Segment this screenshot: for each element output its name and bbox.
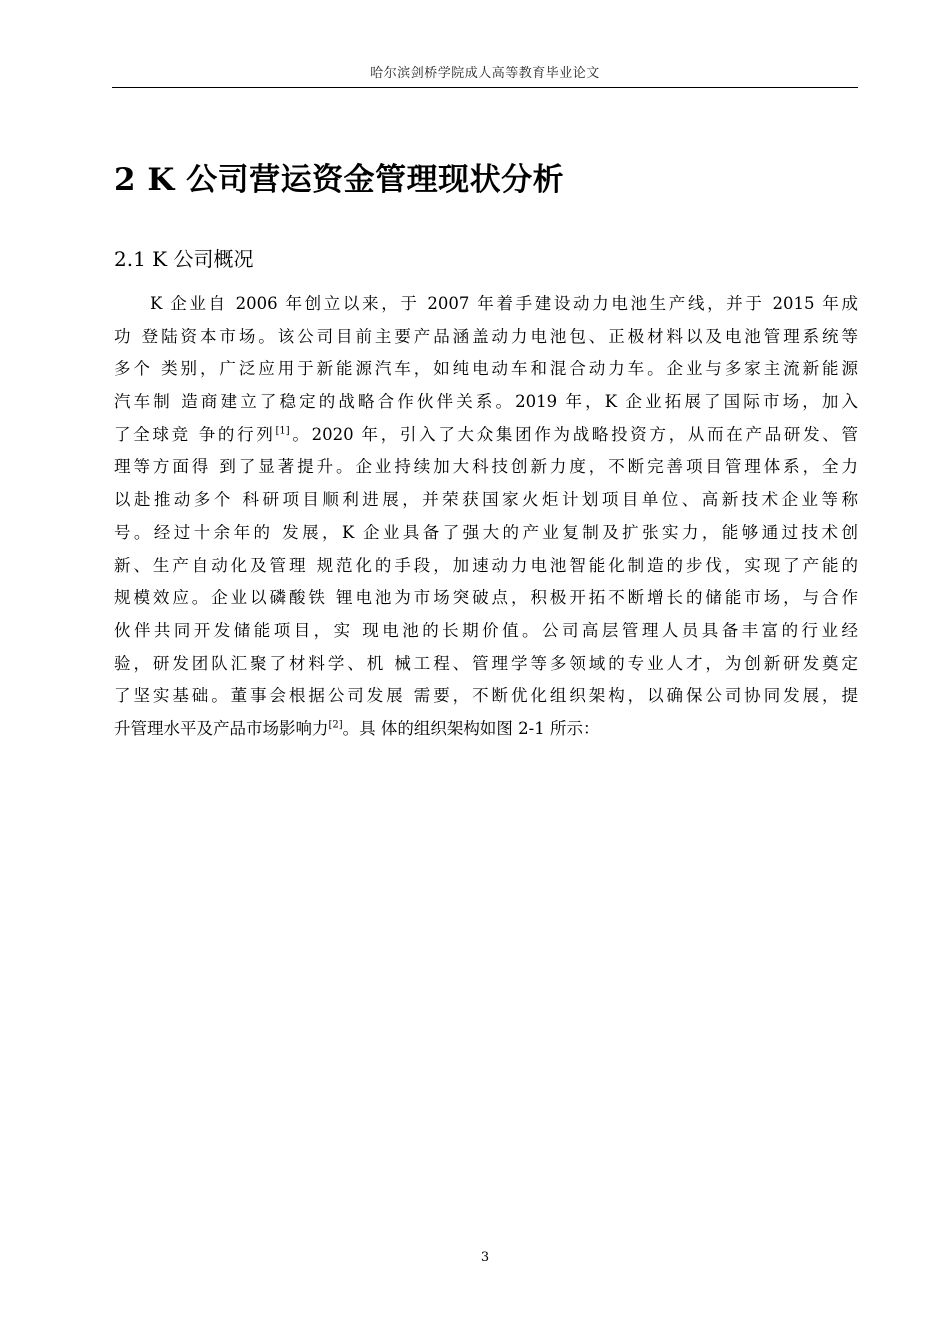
text-segment: 。具 体的组织架构如图 2-1 所示： — [342, 718, 600, 738]
paragraph-line: 以赴推动多个 科研项目顺利进展，并荣获国家火炬计划项目单位、高新技术企业等称 — [114, 490, 858, 510]
paragraph-line-with-citation — [114, 419, 858, 452]
paragraph-line: 理等方面得 到了显著提升。企业持续加大科技创新力度，不断完善项目管理体系，全力 — [114, 457, 858, 477]
citation-ref-2: [2] — [328, 719, 343, 731]
section-title: 2.1 K 公司概况 — [114, 247, 254, 271]
paragraph-line: 规模效应。企业以磷酸铁 锂电池为市场突破点，积极开拓不断增长的储能市场，与合作 — [114, 588, 858, 608]
paragraph-line: 伙伴共同开发储能项目，实 现电池的长期价值。公司高层管理人员具备丰富的行业经 — [114, 620, 858, 640]
paragraph-line: 多个 类别，广泛应用于新能源汽车，如纯电动车和混合动力车。企业与多家主流新能源 — [114, 359, 858, 379]
paragraph-line: K 企业自 2006 年创立以来，于 2007 年着手建设动力电池生产线，并于 2015 年成 — [150, 294, 858, 313]
header-divider — [112, 87, 858, 88]
page-number: 3 — [480, 1250, 490, 1265]
paragraph-line: 了坚实基础。董事会根据公司发展 需要，不断优化组织架构，以确保公司协同发展，提 — [114, 686, 858, 706]
paragraph-line: 号。经过十余年的 发展，K 企业具备了强大的产业复制及扩张实力，能够通过技术创 — [114, 522, 858, 542]
chapter-title: 2 K 公司营运资金管理现状分析 — [114, 162, 565, 198]
paragraph-line-with-citation — [114, 713, 858, 746]
text-segment: 。2020 年，引入了大众集团作为战略投资方，从而在产品研发、管 — [289, 424, 858, 444]
text-segment: 升管理水平及产品市场影响力 — [114, 718, 329, 738]
citation-ref-1: [1] — [275, 425, 290, 437]
running-header: 哈尔滨剑桥学院成人高等教育毕业论文 — [370, 66, 600, 81]
body-paragraph — [114, 288, 858, 746]
text-segment: 了全球竞 争的行列 — [114, 424, 276, 444]
paragraph-line: 验，研发团队汇聚了材料学、机 械工程、管理学等多领域的专业人才，为创新研发奠定 — [114, 653, 858, 673]
paragraph-line: 新、生产自动化及管理 规范化的手段，加速动力电池智能化制造的步伐，实现了产能的 — [114, 555, 858, 575]
paragraph-line: 汽车制 造商建立了稳定的战略合作伙伴关系。2019 年，K 企业拓展了国际市场，加入 — [114, 392, 858, 412]
paragraph-line: 功 登陆资本市场。该公司目前主要产品涵盖动力电池包、正极材料以及电池管理系统等 — [114, 326, 858, 346]
